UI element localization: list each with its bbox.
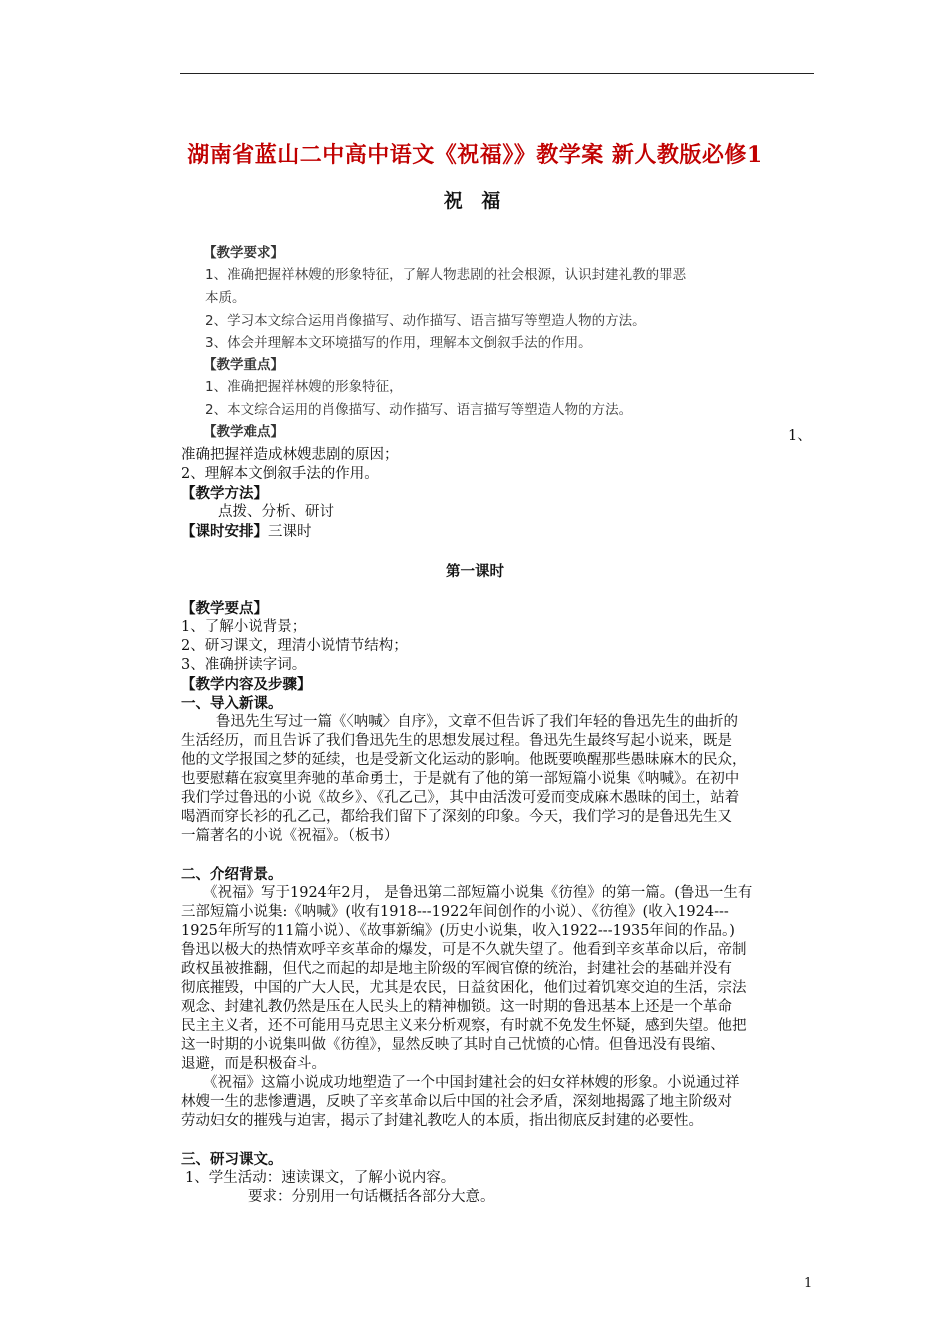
difficulty-number: 1、: [788, 428, 812, 444]
requirement-3: 3、体会并理解本文环境描写的作用，理解本文倒叙手法的作用。: [205, 335, 592, 351]
step2-line: 退避，而是积极奋斗。: [181, 1056, 326, 1072]
step2-line: 观念、封建礼教仍然是压在人民头上的精神枷锁。这一时期的鲁迅基本上还是一个革命: [181, 999, 732, 1015]
step2-line: 民主主义者，还不可能用马克思主义来分析观察，有时就不免发生怀疑，感到失望。他把: [181, 1018, 747, 1034]
step2-line: 这一时期的小说集叫做《彷徨》，显然反映了其时自己忧愤的心情。但鲁迅没有畏缩、: [181, 1037, 725, 1053]
step2-line: 鲁迅以极大的热情欢呼辛亥革命的爆发，可是不久就失望了。他看到辛亥革命以后，帝制: [181, 942, 747, 958]
step3-heading: 三、研习课文。: [181, 1151, 283, 1168]
step2-line: 三部短篇小说集:《呐喊》(收有1918---1922年间创作的小说）、《彷徨》(收入1924---: [181, 904, 729, 920]
lesson1-point-1: 1、了解小说背景；: [181, 619, 307, 635]
key-point-2: 2、本文综合运用的肖像描写、动作描写、语言描写等塑造人物的方法。: [205, 402, 633, 418]
step1-line: 生活经历，而且告诉了我们鲁迅先生的思想发展过程。鲁迅先生最终写起小说来，既是: [181, 733, 732, 749]
key-points-heading: 【教学重点】: [203, 357, 284, 373]
page-number: 1: [804, 1276, 813, 1291]
step2-line: 《祝福》这篇小说成功地塑造了一个中国封建社会的妇女祥林嫂的形象。小说通过祥: [203, 1075, 740, 1091]
step2-line: 彻底摧毁，中国的广大人民，尤其是农民，日益贫困化，他们过着饥寒交迫的生活，宗法: [181, 980, 747, 996]
step1-line: 他的文学报国之梦的延续，也是受新文化运动的影响。他既要唤醒那些愚昧麻木的民众，: [181, 752, 747, 768]
step2-line: 劳动妇女的摧残与迫害，揭示了封建礼教吃人的本质，指出彻底反封建的必要性。: [181, 1113, 703, 1129]
step2-line: 林嫂一生的悲惨遭遇，反映了辛亥革命以后中国的社会矛盾，深刻地揭露了地主阶级对: [181, 1094, 732, 1110]
requirements-heading: 【教学要求】: [203, 245, 284, 261]
steps-heading: 【教学内容及步骤】: [181, 676, 312, 693]
step2-line: 《祝福》写于1924年2月， 是鲁迅第二部短篇小说集《彷徨》的第一篇。(鲁迅一生有: [203, 885, 753, 901]
step1-line: 也要慰藉在寂寞里奔驰的革命勇士，于是就有了他的第一部短篇小说集《呐喊》。在初中: [181, 771, 740, 787]
header-rule: [180, 73, 814, 74]
difficulties-heading: 【教学难点】: [203, 424, 284, 440]
lesson1-point-2: 2、研习课文，理清小说情节结构；: [181, 638, 408, 654]
requirement-2: 2、学习本文综合运用肖像描写、动作描写、语言描写等塑造人物的方法。: [205, 313, 646, 329]
step1-heading: 一、导入新课。: [181, 695, 283, 712]
document-subtitle: 祝 福: [443, 190, 507, 212]
step1-line: 喝酒而穿长衫的孔乙己，都给我们留下了深刻的印象。今天，我们学习的是鲁迅先生又: [181, 809, 732, 825]
lesson1-heading: 第一课时: [446, 563, 504, 580]
schedule-body: 三课时: [268, 524, 312, 540]
schedule-heading: 【课时安排】: [181, 523, 268, 540]
step2-line: 1925年所写的11篇小说）、《故事新编》(历史小说集，收入1922---1935年间的作品。): [181, 923, 735, 939]
lesson1-point-3: 3、准确拼读字词。: [181, 657, 307, 673]
methods-body: 点拨、分析、研讨: [218, 504, 334, 520]
step1-line: 鲁迅先生写过一篇《〈呐喊〉自序》，文章不但告诉了我们年轻的鲁迅先生的曲折的: [216, 714, 738, 730]
step1-line: 我们学过鲁迅的小说《故乡》、《孔乙己》，其中由活泼可爱而变成麻木愚昧的闰土，站着: [181, 790, 740, 806]
key-point-1: 1、准确把握祥林嫂的形象特征，: [205, 379, 403, 395]
document-title: 湖南省蓝山二中高中语文《祝福》》教学案 新人教版必修1: [187, 142, 763, 168]
step2-line: 政权虽被推翻，但代之而起的却是地主阶级的军阀官僚的统治，封建社会的基础并没有: [181, 961, 732, 977]
step1-line: 一篇著名的小说《祝福》。（板书）: [181, 828, 399, 844]
difficulty-1: 准确把握祥造成林嫂悲剧的原因；: [181, 447, 399, 463]
difficulty-2: 2、理解本文倒叙手法的作用。: [181, 466, 379, 482]
methods-heading: 【教学方法】: [181, 485, 268, 502]
lesson1-points-heading: 【教学要点】: [181, 600, 268, 617]
step3-requirement: 要求：分别用一句话概括各部分大意。: [248, 1189, 495, 1205]
schedule-line: [181, 522, 312, 542]
requirement-1b: 本质。: [205, 290, 246, 306]
requirement-1a: 1、准确把握祥林嫂的形象特征，了解人物悲剧的社会根源，认识封建礼教的罪恶: [205, 267, 687, 283]
step3-item-1: 1、学生活动：速读课文，了解小说内容。: [185, 1170, 456, 1186]
step2-heading: 二、介绍背景。: [181, 866, 283, 883]
